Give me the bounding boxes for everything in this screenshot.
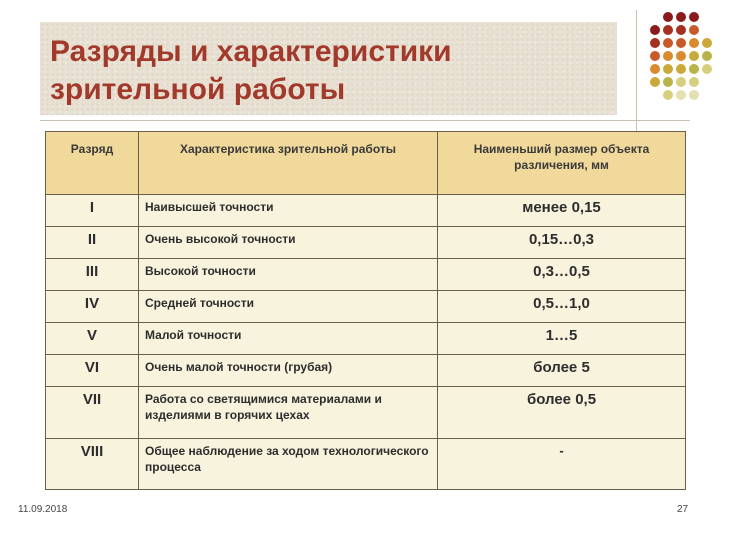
rank-cell: II <box>46 227 139 259</box>
decorative-dot <box>689 77 699 87</box>
table-row <box>46 291 686 323</box>
decorative-dot <box>650 51 660 61</box>
table-row <box>46 259 686 291</box>
characteristic-cell: Малой точности <box>139 323 438 355</box>
decorative-dot <box>676 64 686 74</box>
table-row <box>46 439 686 490</box>
min-size-cell: - <box>438 439 686 490</box>
decorative-dot <box>676 12 686 22</box>
decorative-dot <box>676 38 686 48</box>
decorative-dot <box>689 64 699 74</box>
decorative-dot <box>689 90 699 100</box>
characteristic-cell: Наивысшей точности <box>139 195 438 227</box>
characteristic-cell: Очень малой точности (грубая) <box>139 355 438 387</box>
min-size-cell: более 5 <box>438 355 686 387</box>
decorative-dot <box>650 25 660 35</box>
min-size-cell: менее 0,15 <box>438 195 686 227</box>
horizontal-divider <box>40 120 690 121</box>
decorative-dot <box>650 38 660 48</box>
rank-cell: VI <box>46 355 139 387</box>
decorative-dot <box>663 77 673 87</box>
decorative-dot <box>663 25 673 35</box>
table-row <box>46 195 686 227</box>
table-row <box>46 323 686 355</box>
decorative-dot <box>663 90 673 100</box>
decorative-dot <box>702 38 712 48</box>
header-min-size: Наименьший размер объекта различения, мм <box>438 132 686 195</box>
decorative-dot <box>689 25 699 35</box>
characteristic-cell: Очень высокой точности <box>139 227 438 259</box>
slide-title-line-1: Разряды и характеристики <box>50 35 452 68</box>
decorative-dot <box>702 64 712 74</box>
header-characteristic: Характеристика зрительной работы <box>139 132 438 195</box>
header-rank: Разряд <box>46 132 139 195</box>
rank-cell: III <box>46 259 139 291</box>
decorative-dot <box>702 51 712 61</box>
rank-cell: I <box>46 195 139 227</box>
decorative-dot <box>676 25 686 35</box>
visual-work-table <box>45 131 686 490</box>
footer-date: 11.09.2018 <box>18 504 68 515</box>
decorative-dot <box>676 90 686 100</box>
decorative-dot <box>676 51 686 61</box>
slide-title <box>50 33 610 109</box>
rank-cell: VIII <box>46 439 139 490</box>
table-row <box>46 387 686 439</box>
decorative-dot <box>663 64 673 74</box>
rank-cell: IV <box>46 291 139 323</box>
rank-cell: V <box>46 323 139 355</box>
min-size-cell: 0,5…1,0 <box>438 291 686 323</box>
slide-title-line-2: зрительной работы <box>50 73 346 106</box>
decorative-dot <box>650 64 660 74</box>
rank-cell: VII <box>46 387 139 439</box>
characteristic-cell: Высокой точности <box>139 259 438 291</box>
min-size-cell: 1…5 <box>438 323 686 355</box>
table-header-row <box>46 132 686 195</box>
decorative-dot <box>689 38 699 48</box>
table-row <box>46 227 686 259</box>
decorative-dot <box>689 51 699 61</box>
decorative-dot <box>663 51 673 61</box>
decorative-dot <box>676 77 686 87</box>
characteristic-cell: Средней точности <box>139 291 438 323</box>
decorative-dot <box>689 12 699 22</box>
decorative-dot <box>663 38 673 48</box>
decorative-dot-grid <box>648 10 718 110</box>
page-number: 27 <box>677 504 689 515</box>
min-size-cell: 0,3…0,5 <box>438 259 686 291</box>
min-size-cell: 0,15…0,3 <box>438 227 686 259</box>
decorative-dot <box>663 12 673 22</box>
characteristic-cell: Работа со светящимися материалами и изделиями в горячих цехах <box>139 387 438 439</box>
table-row <box>46 355 686 387</box>
decorative-dot <box>650 77 660 87</box>
min-size-cell: более 0,5 <box>438 387 686 439</box>
characteristic-cell: Общее наблюдение за ходом технологического процесса <box>139 439 438 490</box>
